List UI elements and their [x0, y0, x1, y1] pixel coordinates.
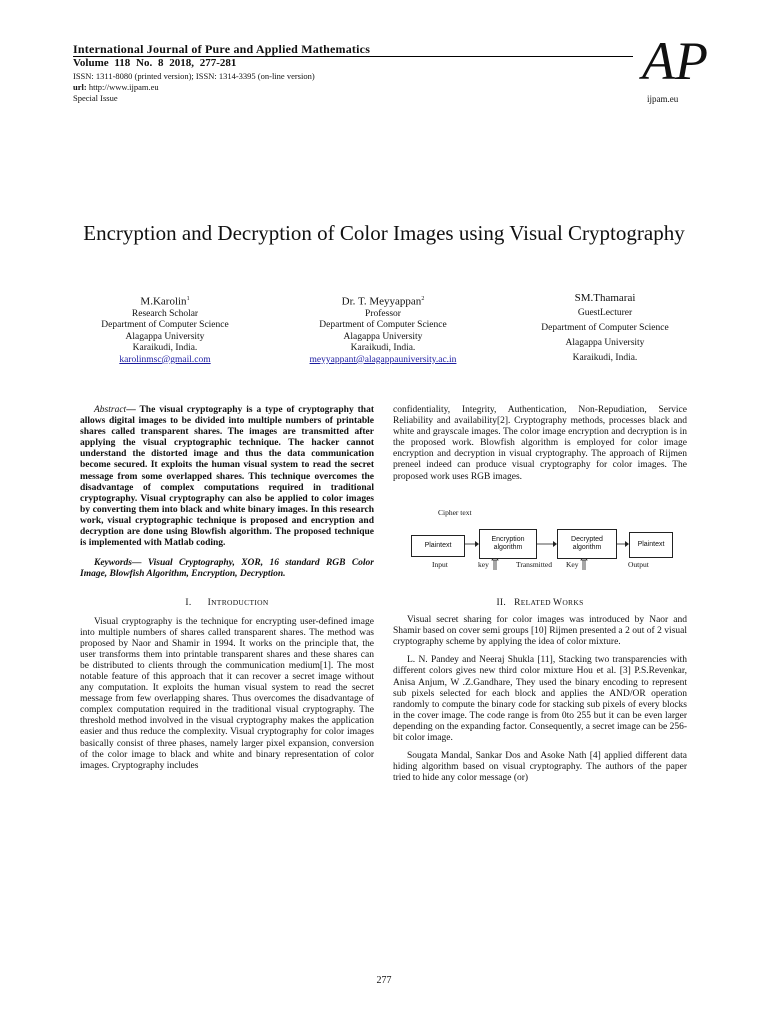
- author-univ: Alagappa University: [565, 338, 645, 348]
- author-name: Dr. T. Meyyappan$^2$: [341, 295, 425, 308]
- journal-title: International Journal of Pure and Applied Mathematics: [73, 42, 371, 56]
- left-column: [80, 405, 374, 772]
- right-column-top: [393, 405, 687, 483]
- keywords: [80, 558, 374, 580]
- author-name: M.Karolin$^1$: [140, 295, 190, 308]
- introduction-paragraph: Visual cryptography is the technique for encrypting user-defined image into multiple numbers of shares called transparent shares. The method was proposed by Naor and Shamir in 1994. It works on the principle that, the user transforms them into printable transparent shares and these shares can be distributed to clients through the communication medium[1]. The most notable feature of this approach that it can recover a secret image without any computation. It exploits the human visual system to read the secret message from few overlapping shares. Thus overcomes the disadvantage of complex computation required in the traditional visual cryptography. The threshold method involved in the visual cryptography makes the application easier and thus reduce the complexity. Visual cryptography for color images basically consist of three phases, namely larger pixel expansion, conversion of the color image to black and white and binary representation of color images. Cryptography includes: [80, 616, 374, 771]
- abstract-dash: —: [126, 405, 140, 415]
- right-column-bottom: [393, 597, 687, 784]
- keywords-text: — Visual Cryptography, XOR, 16 standard RGB Color Image, Blowfish Algorithm, Encryption, Decryption.: [80, 558, 374, 580]
- journal-issn: ISSN: 1311-8080 (printed version); ISSN: 1314-3395 (on-line version): [73, 71, 315, 81]
- journal-url: [73, 82, 159, 92]
- keywords-label: Keywords: [94, 558, 132, 569]
- author-block-1: [70, 292, 260, 366]
- diagram-label-input: Input: [432, 560, 448, 569]
- related-works-paragraph-3: Sougata Mandal, Sankar Dos and Asoke Nath [4] applied different data hiding algorithm based on visual cryptography. The authors of the paper tried to hide any color message (or): [393, 751, 687, 784]
- related-works-paragraph-2: L. N. Pandey and Neeraj Shukla [11], Stacking two transparencies with different colors gives new third color mixture Hou et al. [3] P.S.Revenkar, Anisa Anjum, W .Z.Gandhare, They used the binary encoding to represent sub pixels selected for each block and applies the AND/OR operation randomly to compute the binary code for stacking sub pixels of every blocks in the cover image. The code range is from 0to 255 but it can be even larger depending on the expanding factor. Consequently, a secret image can be 256-bit color image.: [393, 655, 687, 744]
- author-city: Karaikudi, India.: [572, 353, 638, 363]
- author-email-link[interactable]: karolinmsc@gmail.com: [119, 354, 211, 365]
- author-role: Research Scholar: [131, 308, 199, 319]
- diagram-label-key: key: [478, 560, 489, 569]
- related-works-paragraph-1: Visual secret sharing for color images was introduced by Naor and Shamir based on cover semi groups [10] Rijmen presented a 2 out of 2 visual cryptography scheme by applying the idea of color mixture.: [393, 615, 687, 648]
- author-name: SM.Thamarai: [574, 292, 636, 304]
- author-role: Professor: [365, 308, 401, 319]
- journal-url-label: url:: [73, 82, 87, 92]
- right-intro-paragraph: confidentiality, Integrity, Authentication, Non-Repudiation, Service Reliability and availability[2]. Cryptography methods, processes black and white and grayscale images. The color image encryption and decryption is in the proposed work. Blowfish algorithm is employed for color image encryption and decryption in visual cryptography. The approach of Rijmen preneel indeed can produce visual cryptography for color images. The proposed work uses RGB images.: [393, 405, 687, 482]
- author-block-2: [283, 292, 483, 366]
- journal-special-issue: Special Issue: [73, 93, 118, 103]
- diagram-label-output: Output: [628, 560, 649, 569]
- author-role: GuestLecturer: [577, 308, 633, 318]
- diagram-box-decryption: Decrypted algorithm: [557, 529, 617, 559]
- author-email-link[interactable]: meyyappant@alagappauniversity.ac.in: [309, 354, 457, 365]
- diagram-box-plaintext-output: Plaintext: [629, 532, 673, 558]
- author-dept: Department of Computer Science: [101, 320, 229, 331]
- diagram-label-transmitted: Transmitted: [516, 560, 552, 569]
- diagram-box-encryption: Encryption algorithm: [479, 529, 537, 559]
- author-dept: Department of Computer Science: [541, 323, 669, 333]
- journal-logo: [640, 31, 708, 106]
- paper-title: Encryption and Decryption of Color Images using Visual Cryptography: [83, 221, 685, 245]
- journal-volume: Volume 118 No. 8 2018, 277-281: [73, 57, 237, 69]
- author-block-3: [505, 290, 705, 366]
- page-number: 277: [376, 975, 392, 986]
- author-univ: Alagappa University: [343, 331, 423, 342]
- abstract-text: The visual cryptography is a type of cryptography that allows digital images to be divided into multiple numbers of printable shares called transparent shares. The images are transmitted after applying the visual cryptographic technique. The hacker cannot understand the distorted image and thus the data communication become secured. It exploits the human visual system to read the secret message from some overlapped shares. This technique overcomes the disadvantage of complex computations required in traditional cryptography. Visual cryptography can also be applied to color images by converting them into black and white binary images. In this research work, visual cryptographic technique is proposed and encryption and decryption are done using Blowfish algorithm. The proposed technique is implemented with Matlab coding.: [80, 405, 374, 549]
- diagram-box-plaintext-input: Plaintext: [411, 535, 465, 557]
- journal-url-value: http://www.ijpam.eu: [86, 82, 159, 92]
- diagram-label-key-2: Key: [566, 560, 579, 569]
- section-heading-related-works: II. RELATED WORKS: [496, 598, 584, 608]
- abstract-label: Abstract: [94, 405, 127, 415]
- journal-logo-site: ijpam.eu: [647, 94, 679, 104]
- journal-logo-mark: AP: [642, 31, 708, 91]
- author-city: Karaikudi, India.: [350, 343, 416, 354]
- author-univ: Alagappa University: [125, 331, 205, 342]
- author-dept: Department of Computer Science: [319, 320, 447, 331]
- author-city: Karaikudi, India.: [132, 343, 198, 354]
- section-heading-introduction: I. INTRODUCTION: [185, 598, 269, 609]
- abstract: [80, 405, 374, 549]
- cipher-diagram: [408, 508, 684, 576]
- diagram-label-cipher-text: Cipher text: [438, 508, 472, 517]
